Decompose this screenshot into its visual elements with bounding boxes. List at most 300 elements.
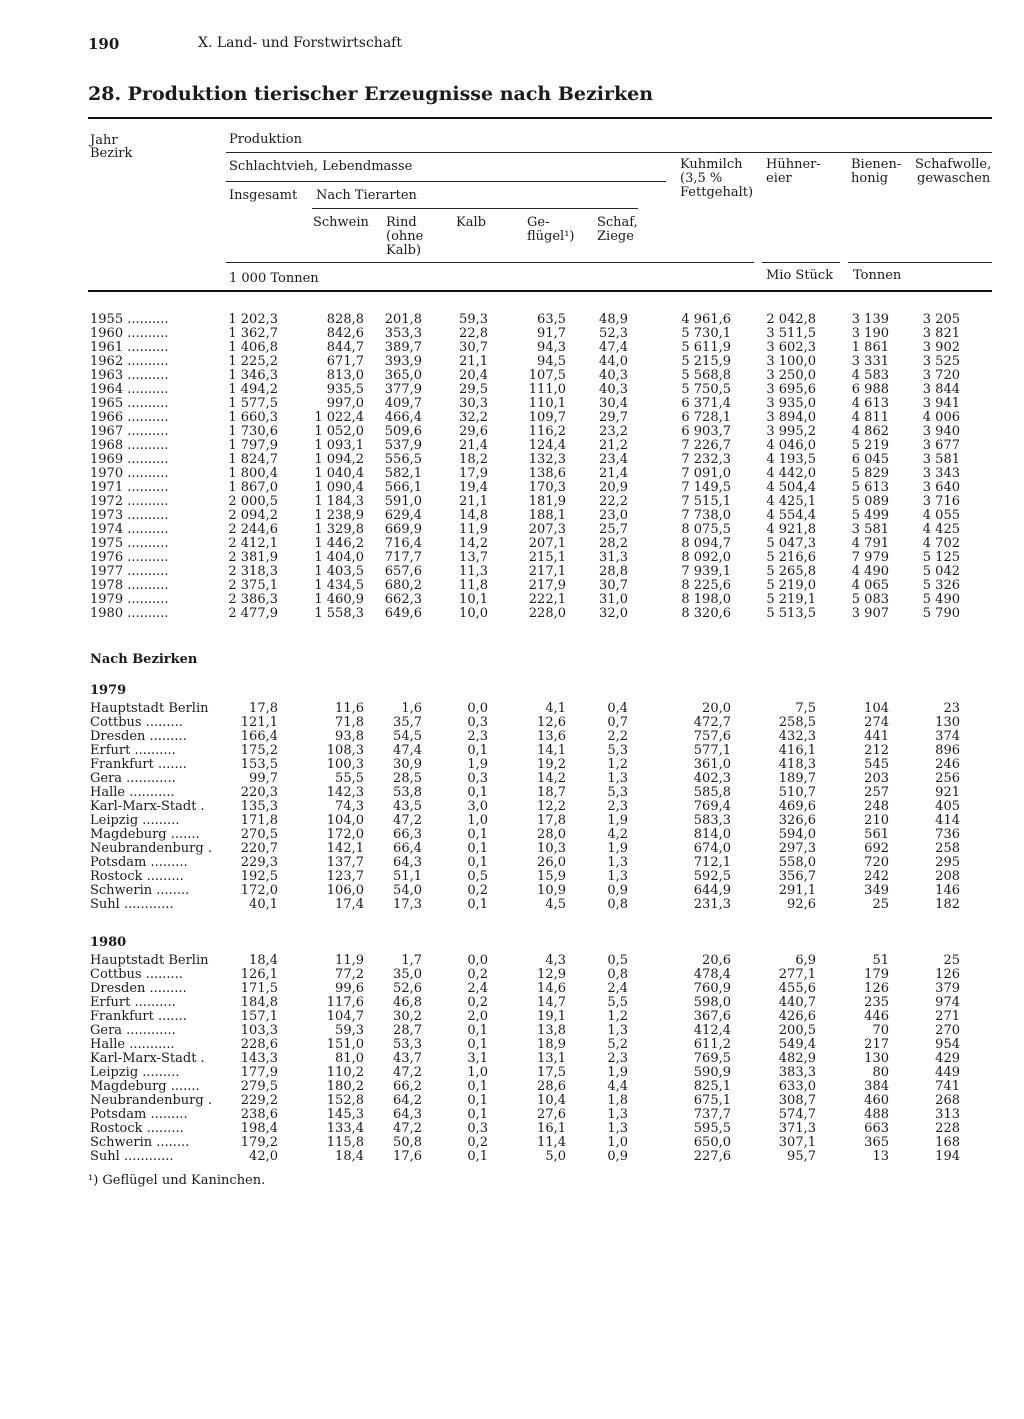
table-cell: 28,5 bbox=[393, 771, 422, 786]
table-cell: 10,4 bbox=[537, 1093, 566, 1108]
table-cell: 21,2 bbox=[599, 438, 628, 453]
row-label: 1979 .......... bbox=[90, 593, 169, 607]
table-cell: 40,1 bbox=[249, 897, 278, 912]
table-cell: 1,3 bbox=[607, 869, 628, 884]
table-cell: 30,9 bbox=[393, 757, 422, 772]
row-label: Karl-Marx-Stadt . bbox=[90, 1052, 205, 1066]
table-cell: 277,1 bbox=[778, 967, 816, 982]
table-cell: 4,3 bbox=[545, 953, 566, 968]
units-rule-3 bbox=[848, 262, 992, 263]
header-huehner-2: eier bbox=[766, 171, 792, 186]
table-cell: 326,6 bbox=[778, 813, 816, 828]
table-cell: 842,6 bbox=[326, 326, 364, 341]
table-cell: 212 bbox=[864, 743, 889, 758]
table-cell: 28,7 bbox=[393, 1023, 422, 1038]
table-cell: 6,9 bbox=[795, 953, 816, 968]
table-cell: 813,0 bbox=[326, 368, 364, 383]
table-cell: 1 052,0 bbox=[314, 424, 364, 439]
table-cell: 53,8 bbox=[393, 785, 422, 800]
table-cell: 10,1 bbox=[459, 592, 488, 607]
table-cell: 28,0 bbox=[537, 827, 566, 842]
table-cell: 8 225,6 bbox=[681, 578, 731, 593]
table-cell: 208 bbox=[935, 869, 960, 884]
row-label: Hauptstadt Berlin bbox=[90, 702, 209, 716]
running-head: X. Land- und Forstwirtschaft bbox=[198, 35, 402, 51]
table-cell: 110,1 bbox=[528, 396, 566, 411]
table-cell: 591,0 bbox=[384, 494, 422, 509]
unit-tonnen: Tonnen bbox=[853, 268, 902, 283]
table-cell: 180,2 bbox=[326, 1079, 364, 1094]
table-cell: 130 bbox=[864, 1051, 889, 1066]
table-cell: 1 730,6 bbox=[228, 424, 278, 439]
table-cell: 40,3 bbox=[599, 382, 628, 397]
table-cell: 3 190 bbox=[851, 326, 889, 341]
header-bezirk: Bezirk bbox=[90, 146, 133, 161]
row-label: Potsdam ......... bbox=[90, 1108, 188, 1122]
table-cell: 248 bbox=[864, 799, 889, 814]
table-cell: 271 bbox=[935, 1009, 960, 1024]
table-cell: 46,8 bbox=[393, 995, 422, 1010]
table-cell: 5 216,6 bbox=[766, 550, 816, 565]
table-cell: 133,4 bbox=[326, 1121, 364, 1136]
table-row bbox=[0, 744, 1000, 758]
row-label: 1974 .......... bbox=[90, 523, 169, 537]
table-cell: 5 829 bbox=[851, 466, 889, 481]
table-row bbox=[0, 607, 1000, 621]
table-cell: 4 504,4 bbox=[766, 480, 816, 495]
table-cell: 3 250,0 bbox=[766, 368, 816, 383]
table-cell: 171,5 bbox=[240, 981, 278, 996]
table-cell: 12,2 bbox=[537, 799, 566, 814]
table-cell: 405 bbox=[935, 799, 960, 814]
row-label: 1973 .......... bbox=[90, 509, 169, 523]
table-cell: 17,9 bbox=[459, 466, 488, 481]
table-cell: 7 738,0 bbox=[681, 508, 731, 523]
table-cell: 1,6 bbox=[401, 701, 422, 716]
table-cell: 18,9 bbox=[537, 1037, 566, 1052]
table-cell: 3 331 bbox=[851, 354, 889, 369]
table-cell: 3 907 bbox=[851, 606, 889, 621]
section-year-1979: 1979 bbox=[90, 683, 127, 698]
header-bottom-rule bbox=[88, 290, 992, 292]
table-cell: 307,1 bbox=[778, 1135, 816, 1150]
table-cell: 53,3 bbox=[393, 1037, 422, 1052]
table-cell: 814,0 bbox=[693, 827, 731, 842]
row-label: 1962 .......... bbox=[90, 355, 169, 369]
table-cell: 1,3 bbox=[607, 1107, 628, 1122]
header-top-rule bbox=[88, 117, 992, 119]
table-cell: 25 bbox=[872, 897, 889, 912]
table-cell: 4 193,5 bbox=[766, 452, 816, 467]
table-cell: 3 935,0 bbox=[766, 396, 816, 411]
table-cell: 47,4 bbox=[599, 340, 628, 355]
table-cell: 488 bbox=[864, 1107, 889, 1122]
table-cell: 0,1 bbox=[467, 1023, 488, 1038]
table-cell: 389,7 bbox=[384, 340, 422, 355]
table-cell: 66,4 bbox=[393, 841, 422, 856]
table-cell: 3 677 bbox=[922, 438, 960, 453]
table-cell: 93,8 bbox=[335, 729, 364, 744]
table-cell: 99,6 bbox=[335, 981, 364, 996]
table-cell: 4 702 bbox=[922, 536, 960, 551]
table-cell: 0,7 bbox=[607, 715, 628, 730]
table-cell: 7 515,1 bbox=[681, 494, 731, 509]
header-produktion: Produktion bbox=[229, 132, 302, 147]
table-cell: 393,9 bbox=[384, 354, 422, 369]
table-cell: 0,4 bbox=[607, 701, 628, 716]
table-cell: 157,1 bbox=[240, 1009, 278, 1024]
table-cell: 4,5 bbox=[545, 897, 566, 912]
row-label: Magdeburg ....... bbox=[90, 1080, 200, 1094]
table-cell: 712,1 bbox=[693, 855, 731, 870]
table-row bbox=[0, 509, 1000, 523]
table-cell: 1,3 bbox=[607, 1121, 628, 1136]
table-cell: 3 695,6 bbox=[766, 382, 816, 397]
header-schafwolle-1: Schafwolle, bbox=[915, 157, 992, 172]
table-cell: 59,3 bbox=[459, 312, 488, 327]
table-cell: 32,0 bbox=[599, 606, 628, 621]
table-cell: 3 525 bbox=[922, 354, 960, 369]
row-label: Erfurt .......... bbox=[90, 996, 176, 1010]
row-label: Neubrandenburg . bbox=[90, 842, 212, 856]
row-label: Hauptstadt Berlin bbox=[90, 954, 209, 968]
table-cell: 19,2 bbox=[537, 757, 566, 772]
table-cell: 2,0 bbox=[467, 1009, 488, 1024]
header-jahr: Jahr bbox=[90, 133, 118, 148]
table-cell: 91,7 bbox=[537, 326, 566, 341]
table-cell: 6 903,7 bbox=[681, 424, 731, 439]
table-cell: 0,2 bbox=[467, 883, 488, 898]
table-cell: 409,7 bbox=[384, 396, 422, 411]
table-cell: 5 326 bbox=[922, 578, 960, 593]
row-label: Rostock ......... bbox=[90, 870, 184, 884]
table-cell: 64,3 bbox=[393, 1107, 422, 1122]
table-cell: 172,0 bbox=[240, 883, 278, 898]
table-row bbox=[0, 467, 1000, 481]
table-cell: 5 042 bbox=[922, 564, 960, 579]
table-cell: 1 094,2 bbox=[314, 452, 364, 467]
table-cell: 2 000,5 bbox=[228, 494, 278, 509]
table-cell: 274 bbox=[864, 715, 889, 730]
table-cell: 55,5 bbox=[335, 771, 364, 786]
table-cell: 17,8 bbox=[249, 701, 278, 716]
table-cell: 0,8 bbox=[607, 897, 628, 912]
table-cell: 123,7 bbox=[326, 869, 364, 884]
table-cell: 1 434,5 bbox=[314, 578, 364, 593]
table-row bbox=[0, 758, 1000, 772]
row-label: Dresden ......... bbox=[90, 982, 187, 996]
table-row bbox=[0, 968, 1000, 982]
table-cell: 30,7 bbox=[459, 340, 488, 355]
table-row bbox=[0, 1010, 1000, 1024]
table-cell: 509,6 bbox=[384, 424, 422, 439]
table-cell: 3 640 bbox=[922, 480, 960, 495]
table-cell: 153,5 bbox=[240, 757, 278, 772]
table-cell: 460 bbox=[864, 1093, 889, 1108]
table-cell: 189,7 bbox=[778, 771, 816, 786]
table-cell: 418,3 bbox=[778, 757, 816, 772]
table-cell: 74,3 bbox=[335, 799, 364, 814]
table-cell: 256 bbox=[935, 771, 960, 786]
row-label: Suhl ............ bbox=[90, 1150, 174, 1164]
table-cell: 3 581 bbox=[851, 522, 889, 537]
table-cell: 650,0 bbox=[693, 1135, 731, 1150]
table-cell: 4 583 bbox=[851, 368, 889, 383]
table-cell: 268 bbox=[935, 1093, 960, 1108]
table-cell: 472,7 bbox=[693, 715, 731, 730]
table-cell: 40,3 bbox=[599, 368, 628, 383]
table-cell: 175,2 bbox=[240, 743, 278, 758]
table-cell: 1 861 bbox=[851, 340, 889, 355]
table-cell: 111,0 bbox=[528, 382, 566, 397]
table-cell: 54,0 bbox=[393, 883, 422, 898]
row-label: Frankfurt ....... bbox=[90, 758, 187, 772]
table-cell: 5 499 bbox=[851, 508, 889, 523]
table-cell: 22,8 bbox=[459, 326, 488, 341]
table-cell: 17,5 bbox=[537, 1065, 566, 1080]
table-cell: 124,4 bbox=[528, 438, 566, 453]
table-cell: 201,8 bbox=[384, 312, 422, 327]
row-label: Halle ........... bbox=[90, 1038, 175, 1052]
header-schlachtvieh: Schlachtvieh, Lebendmasse bbox=[229, 159, 413, 174]
row-label: Suhl ............ bbox=[90, 898, 174, 912]
table-cell: 151,0 bbox=[326, 1037, 364, 1052]
table-cell: 32,2 bbox=[459, 410, 488, 425]
table-cell: 3 894,0 bbox=[766, 410, 816, 425]
table-cell: 8 198,0 bbox=[681, 592, 731, 607]
table-cell: 177,9 bbox=[240, 1065, 278, 1080]
table-row bbox=[0, 702, 1000, 716]
row-label: Cottbus ......... bbox=[90, 968, 183, 982]
table-cell: 440,7 bbox=[778, 995, 816, 1010]
table-cell: 26,0 bbox=[537, 855, 566, 870]
table-cell: 220,3 bbox=[240, 785, 278, 800]
table-cell: 4 613 bbox=[851, 396, 889, 411]
table-cell: 629,4 bbox=[384, 508, 422, 523]
table-cell: 374 bbox=[935, 729, 960, 744]
table-cell: 4 791 bbox=[851, 536, 889, 551]
table-row bbox=[0, 996, 1000, 1010]
table-cell: 349 bbox=[864, 883, 889, 898]
table-cell: 145,3 bbox=[326, 1107, 364, 1122]
table-cell: 3 100,0 bbox=[766, 354, 816, 369]
table-cell: 0,2 bbox=[467, 1135, 488, 1150]
table-cell: 2 375,1 bbox=[228, 578, 278, 593]
table-cell: 217 bbox=[864, 1037, 889, 1052]
table-cell: 22,2 bbox=[599, 494, 628, 509]
table-row bbox=[0, 1094, 1000, 1108]
table-cell: 4,1 bbox=[545, 701, 566, 716]
table-cell: 402,3 bbox=[693, 771, 731, 786]
table-cell: 64,3 bbox=[393, 855, 422, 870]
table-cell: 228 bbox=[935, 1121, 960, 1136]
table-cell: 77,2 bbox=[335, 967, 364, 982]
table-cell: 4 006 bbox=[922, 410, 960, 425]
header-gefluegel-1: Ge- bbox=[527, 215, 550, 230]
table-cell: 3 940 bbox=[922, 424, 960, 439]
table-cell: 3 995,2 bbox=[766, 424, 816, 439]
table-cell: 5 750,5 bbox=[681, 382, 731, 397]
table-cell: 138,6 bbox=[528, 466, 566, 481]
table-cell: 954 bbox=[935, 1037, 960, 1052]
table-cell: 974 bbox=[935, 995, 960, 1010]
table-cell: 4 442,0 bbox=[766, 466, 816, 481]
table-cell: 0,1 bbox=[467, 743, 488, 758]
table-cell: 598,0 bbox=[693, 995, 731, 1010]
table-cell: 182 bbox=[935, 897, 960, 912]
table-row bbox=[0, 369, 1000, 383]
table-cell: 5,5 bbox=[607, 995, 628, 1010]
table-row bbox=[0, 341, 1000, 355]
table-cell: 43,7 bbox=[393, 1051, 422, 1066]
table-cell: 3 941 bbox=[922, 396, 960, 411]
years-table-body bbox=[0, 313, 1000, 621]
row-label: Halle ........... bbox=[90, 786, 175, 800]
table-cell: 3 205 bbox=[922, 312, 960, 327]
table-row bbox=[0, 772, 1000, 786]
table-cell: 30,7 bbox=[599, 578, 628, 593]
table-row bbox=[0, 1150, 1000, 1164]
tierarten-rule bbox=[312, 208, 638, 209]
table-cell: 1 824,7 bbox=[228, 452, 278, 467]
row-label: 1980 .......... bbox=[90, 607, 169, 621]
table-cell: 64,2 bbox=[393, 1093, 422, 1108]
table-cell: 17,4 bbox=[335, 897, 364, 912]
table-cell: 5 219,1 bbox=[766, 592, 816, 607]
table-cell: 1 238,9 bbox=[314, 508, 364, 523]
table-cell: 566,1 bbox=[384, 480, 422, 495]
table-cell: 2 412,1 bbox=[228, 536, 278, 551]
table-cell: 0,3 bbox=[467, 1121, 488, 1136]
table-cell: 469,6 bbox=[778, 799, 816, 814]
table-cell: 3 602,3 bbox=[766, 340, 816, 355]
table-cell: 5,2 bbox=[607, 1037, 628, 1052]
table-cell: 194 bbox=[935, 1149, 960, 1164]
table-row bbox=[0, 814, 1000, 828]
table-row bbox=[0, 842, 1000, 856]
table-row bbox=[0, 439, 1000, 453]
table-cell: 0,0 bbox=[467, 701, 488, 716]
table-cell: 466,4 bbox=[384, 410, 422, 425]
table-cell: 356,7 bbox=[778, 869, 816, 884]
table-cell: 126 bbox=[864, 981, 889, 996]
table-cell: 126 bbox=[935, 967, 960, 982]
row-label: Rostock ......... bbox=[90, 1122, 184, 1136]
table-cell: 25 bbox=[943, 953, 960, 968]
row-label: 1978 .......... bbox=[90, 579, 169, 593]
table-cell: 441 bbox=[864, 729, 889, 744]
table-cell: 1,9 bbox=[607, 813, 628, 828]
table-cell: 1,7 bbox=[401, 953, 422, 968]
table-cell: 1 346,3 bbox=[228, 368, 278, 383]
row-label: Karl-Marx-Stadt . bbox=[90, 800, 205, 814]
table-cell: 0,3 bbox=[467, 771, 488, 786]
table-cell: 6 728,1 bbox=[681, 410, 731, 425]
table-cell: 0,1 bbox=[467, 1093, 488, 1108]
table-cell: 5 265,8 bbox=[766, 564, 816, 579]
table-cell: 30,4 bbox=[599, 396, 628, 411]
table-cell: 590,9 bbox=[693, 1065, 731, 1080]
table-cell: 117,6 bbox=[326, 995, 364, 1010]
table-cell: 5 790 bbox=[922, 606, 960, 621]
table-cell: 235 bbox=[864, 995, 889, 1010]
row-label: 1966 .......... bbox=[90, 411, 169, 425]
table-row bbox=[0, 982, 1000, 996]
table-cell: 18,2 bbox=[459, 452, 488, 467]
table-cell: 106,0 bbox=[326, 883, 364, 898]
table-cell: 146 bbox=[935, 883, 960, 898]
table-row bbox=[0, 537, 1000, 551]
table-cell: 270,5 bbox=[240, 827, 278, 842]
table-cell: 14,1 bbox=[537, 743, 566, 758]
table-cell: 229,3 bbox=[240, 855, 278, 870]
table-row bbox=[0, 551, 1000, 565]
table-cell: 0,0 bbox=[467, 953, 488, 968]
table-row bbox=[0, 1024, 1000, 1038]
table-cell: 582,1 bbox=[384, 466, 422, 481]
table-cell: 2 381,9 bbox=[228, 550, 278, 565]
table-cell: 4 065 bbox=[851, 578, 889, 593]
table-cell: 414 bbox=[935, 813, 960, 828]
table-cell: 383,3 bbox=[778, 1065, 816, 1080]
table-cell: 28,2 bbox=[599, 536, 628, 551]
table-cell: 14,2 bbox=[459, 536, 488, 551]
table-row bbox=[0, 579, 1000, 593]
table-cell: 717,7 bbox=[384, 550, 422, 565]
table-cell: 48,9 bbox=[599, 312, 628, 327]
units-rule-1 bbox=[226, 262, 754, 263]
table-row bbox=[0, 828, 1000, 842]
table-cell: 92,6 bbox=[787, 897, 816, 912]
table-cell: 0,8 bbox=[607, 967, 628, 982]
bezirke-1980-table-body bbox=[0, 954, 1000, 1164]
table-cell: 1 225,2 bbox=[228, 354, 278, 369]
table-cell: 432,3 bbox=[778, 729, 816, 744]
table-cell: 0,1 bbox=[467, 841, 488, 856]
table-cell: 7 091,0 bbox=[681, 466, 731, 481]
table-cell: 5 125 bbox=[922, 550, 960, 565]
table-cell: 121,1 bbox=[240, 715, 278, 730]
row-label: Leipzig ......... bbox=[90, 1066, 180, 1080]
table-row bbox=[0, 716, 1000, 730]
header-huehner-1: Hühner- bbox=[766, 157, 821, 172]
table-cell: 1,8 bbox=[607, 1093, 628, 1108]
table-cell: 3 139 bbox=[851, 312, 889, 327]
header-bienen-2: honig bbox=[851, 171, 889, 186]
table-cell: 1 800,4 bbox=[228, 466, 278, 481]
table-row bbox=[0, 1108, 1000, 1122]
table-cell: 7,5 bbox=[795, 701, 816, 716]
table-cell: 1,9 bbox=[607, 1065, 628, 1080]
table-cell: 23 bbox=[943, 701, 960, 716]
table-cell: 510,7 bbox=[778, 785, 816, 800]
section-nach-bezirken: Nach Bezirken bbox=[90, 652, 198, 667]
table-cell: 11,3 bbox=[459, 564, 488, 579]
table-cell: 633,0 bbox=[778, 1079, 816, 1094]
table-cell: 94,5 bbox=[537, 354, 566, 369]
table-cell: 31,0 bbox=[599, 592, 628, 607]
table-cell: 12,6 bbox=[537, 715, 566, 730]
table-cell: 3 902 bbox=[922, 340, 960, 355]
table-cell: 1,3 bbox=[607, 855, 628, 870]
header-insgesamt: Insgesamt bbox=[229, 188, 298, 203]
table-cell: 47,4 bbox=[393, 743, 422, 758]
table-cell: 0,2 bbox=[467, 967, 488, 982]
table-cell: 107,5 bbox=[528, 368, 566, 383]
table-row bbox=[0, 593, 1000, 607]
table-cell: 217,9 bbox=[528, 578, 566, 593]
table-cell: 828,8 bbox=[326, 312, 364, 327]
